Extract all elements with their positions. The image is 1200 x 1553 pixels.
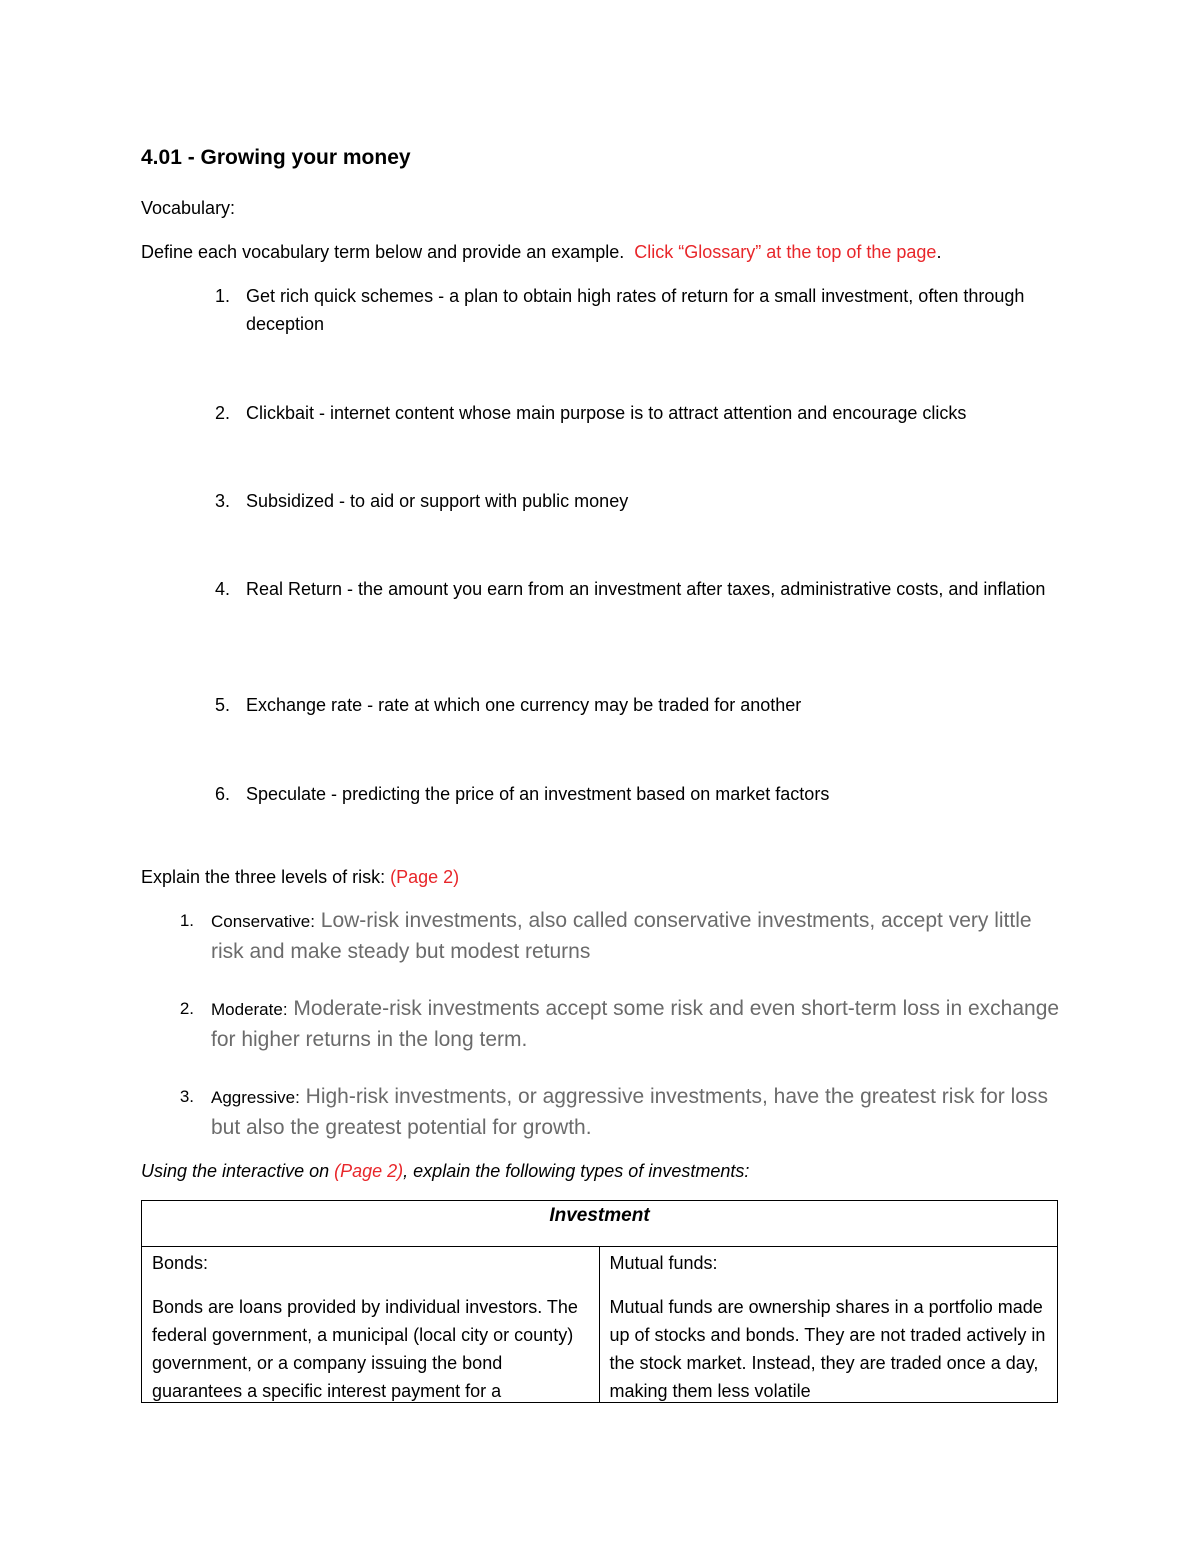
risk-item xyxy=(211,1082,1061,1143)
vocab-item: Clickbait - internet content whose main purpose is to attract attention and encourage clicks xyxy=(246,403,967,423)
vocabulary-heading: Vocabulary: xyxy=(141,198,236,218)
mutual-funds-text: Mutual funds are ownership shares in a portfolio made up of stocks and bonds. They are not traded actively in the stock market. Instead, they are traded once a day, making them less volatile xyxy=(609,1297,1046,1401)
interactive-prompt xyxy=(141,1157,749,1185)
vocab-item: Real Return - the amount you earn from an investment after taxes, administrative costs, and inflation xyxy=(246,579,1046,599)
prompt-page-ref: (Page 2) xyxy=(334,1161,404,1181)
prompt-after: , explain the following types of investments: xyxy=(403,1161,750,1181)
risk-heading-text: Explain the three levels of risk: xyxy=(141,867,386,887)
instruction-period: . xyxy=(936,242,942,262)
vocab-number: 6. xyxy=(214,784,230,804)
risk-number: 2. xyxy=(179,999,194,1018)
risk-label: Moderate: xyxy=(211,1000,288,1019)
vocab-number: 5. xyxy=(214,695,230,715)
risk-item xyxy=(211,994,1061,1055)
mutual-funds-cell xyxy=(600,1247,1058,1403)
risk-number: 3. xyxy=(179,1087,194,1106)
risk-label: Aggressive: xyxy=(211,1088,300,1107)
instruction-line xyxy=(141,238,1081,266)
vocab-number: 1. xyxy=(214,286,230,306)
risk-number: 1. xyxy=(179,911,194,930)
investment-table xyxy=(141,1200,1058,1403)
risk-page-ref: (Page 2) xyxy=(390,867,460,887)
vocab-item: Exchange rate - rate at which one currency may be traded for another xyxy=(246,695,802,715)
page-title: 4.01 - Growing your money xyxy=(141,146,411,169)
risk-description: Moderate-risk investments accept some risk and even short-term loss in exchange for higher returns in the long term. xyxy=(211,997,1060,1051)
mutual-funds-label: Mutual funds: xyxy=(609,1253,718,1273)
risk-heading xyxy=(141,863,459,891)
glossary-instruction: Click “Glossary” at the top of the page xyxy=(634,242,937,262)
vocab-item: Subsidized - to aid or support with public money xyxy=(246,491,629,511)
risk-label: Conservative: xyxy=(211,912,315,931)
bonds-text: Bonds are loans provided by individual investors. The federal government, a municipal (local city or county) government, or a company issuing the bond guarantees a specific interest payment for a xyxy=(152,1297,578,1401)
vocab-number: 3. xyxy=(214,491,230,511)
table-row xyxy=(142,1247,1057,1403)
bonds-label: Bonds: xyxy=(152,1253,209,1273)
table-header: Investment xyxy=(142,1201,1057,1247)
bonds-cell xyxy=(142,1247,600,1403)
vocab-item: Get rich quick schemes - a plan to obtain high rates of return for a small investment, often through deception xyxy=(246,286,1025,334)
risk-item xyxy=(211,906,1061,967)
instruction-text: Define each vocabulary term below and provide an example. xyxy=(141,242,625,262)
vocab-number: 4. xyxy=(214,579,230,599)
vocab-number: 2. xyxy=(214,403,230,423)
vocab-item: Speculate - predicting the price of an investment based on market factors xyxy=(246,784,830,804)
risk-description: Low-risk investments, also called conservative investments, accept very little risk and make steady but modest returns xyxy=(211,909,1032,963)
risk-description: High-risk investments, or aggressive investments, have the greatest risk for loss but also the greatest potential for growth. xyxy=(211,1085,1048,1139)
prompt-before: Using the interactive on xyxy=(141,1161,330,1181)
